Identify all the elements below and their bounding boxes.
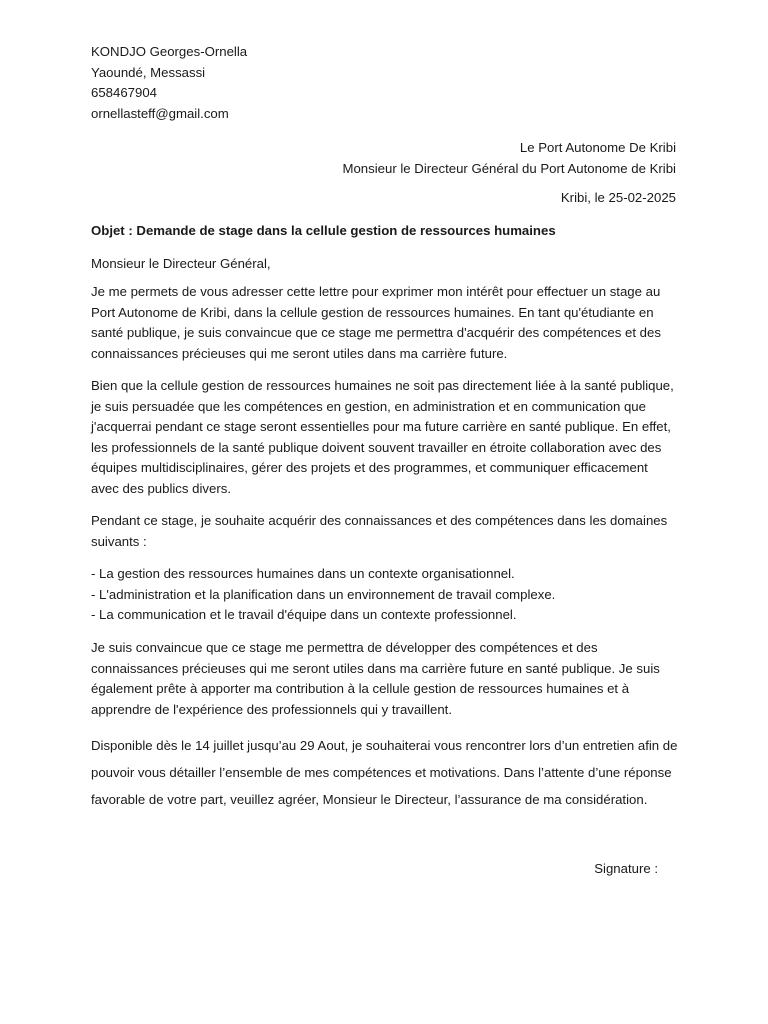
sender-block (91, 42, 247, 124)
body-paragraph: Bien que la cellule gestion de ressources humaines ne soit pas directement liée à la santé publique, je suis persuadée que les compétences en gestion, en administration et en communication que j'acquerrai pendant ce stage seront essentielles pour ma future carrière en santé publique. En effet, les professionnels de la santé publique doivent souvent travailler en étroite collaboration avec des équipes multidisciplinaires, gérer des projets et des programmes, et communiquer efficacement avec des publics divers. (91, 378, 674, 496)
list-item: - La gestion des ressources humaines dans un contexte organisationnel. (91, 566, 515, 581)
domains-list (91, 564, 679, 626)
recipient-addressee: Monsieur le Directeur Général du Port Autonome de Kribi (342, 161, 676, 176)
sender-name: KONDJO Georges-Ornella (91, 44, 248, 59)
body-paragraph: Je suis convaincue que ce stage me permettra de développer des compétences et des connaissances précieuses qui me seront utiles dans ma carrière future en santé publique. Je suis également prête à apporter ma contribution à la cellule gestion de ressources humaines et à apprendre de l'expérience des professionnels qui y travaillent. (91, 640, 660, 717)
recipient-organization: Le Port Autonome De Kribi (519, 140, 676, 155)
letter-date: Kribi, le 25-02-2025 (560, 190, 676, 205)
body-paragraph: Pendant ce stage, je souhaite acquérir des connaissances et des compétences dans les domaines suivants : (91, 513, 668, 549)
sender-email: ornellasteff@gmail.com (91, 105, 229, 121)
closing-paragraph: Disponible dès le 14 juillet jusqu’au 29 Aout, je souhaiterai vous rencontrer lors d’un entretien afin de pouvoir vous détailler l’ensemble de mes compétences et motivations. Dans l’attente d’une réponse favorable de votre part, veuillez agréer, Monsieur le Directeur, l’assurance de ma considération. (91, 738, 678, 808)
list-item: - La communication et le travail d'équipe dans un contexte professionnel. (91, 607, 517, 622)
salutation: Monsieur le Directeur Général, (91, 256, 271, 271)
list-item: - L'administration et la planification dans un environnement de travail complexe. (91, 586, 556, 602)
sender-address: Yaoundé, Messassi (91, 64, 206, 80)
body-paragraph: Je me permets de vous adresser cette lettre pour exprimer mon intérêt pour effectuer un stage au Port Autonome de Kribi, dans la cellule gestion de ressources humaines. En tant qu'étudiante en santé publique, je suis convaincue que ce stage me permettra d'acquérir des compétences et des connaissances précieuses qui me seront utiles dans ma carrière future. (91, 284, 661, 361)
sender-phone: 658467904 (91, 85, 158, 100)
recipient-block (342, 137, 676, 179)
signature-label: Signature : (594, 861, 658, 876)
letter-subject: Objet : Demande de stage dans la cellule gestion de ressources humaines (91, 223, 556, 238)
